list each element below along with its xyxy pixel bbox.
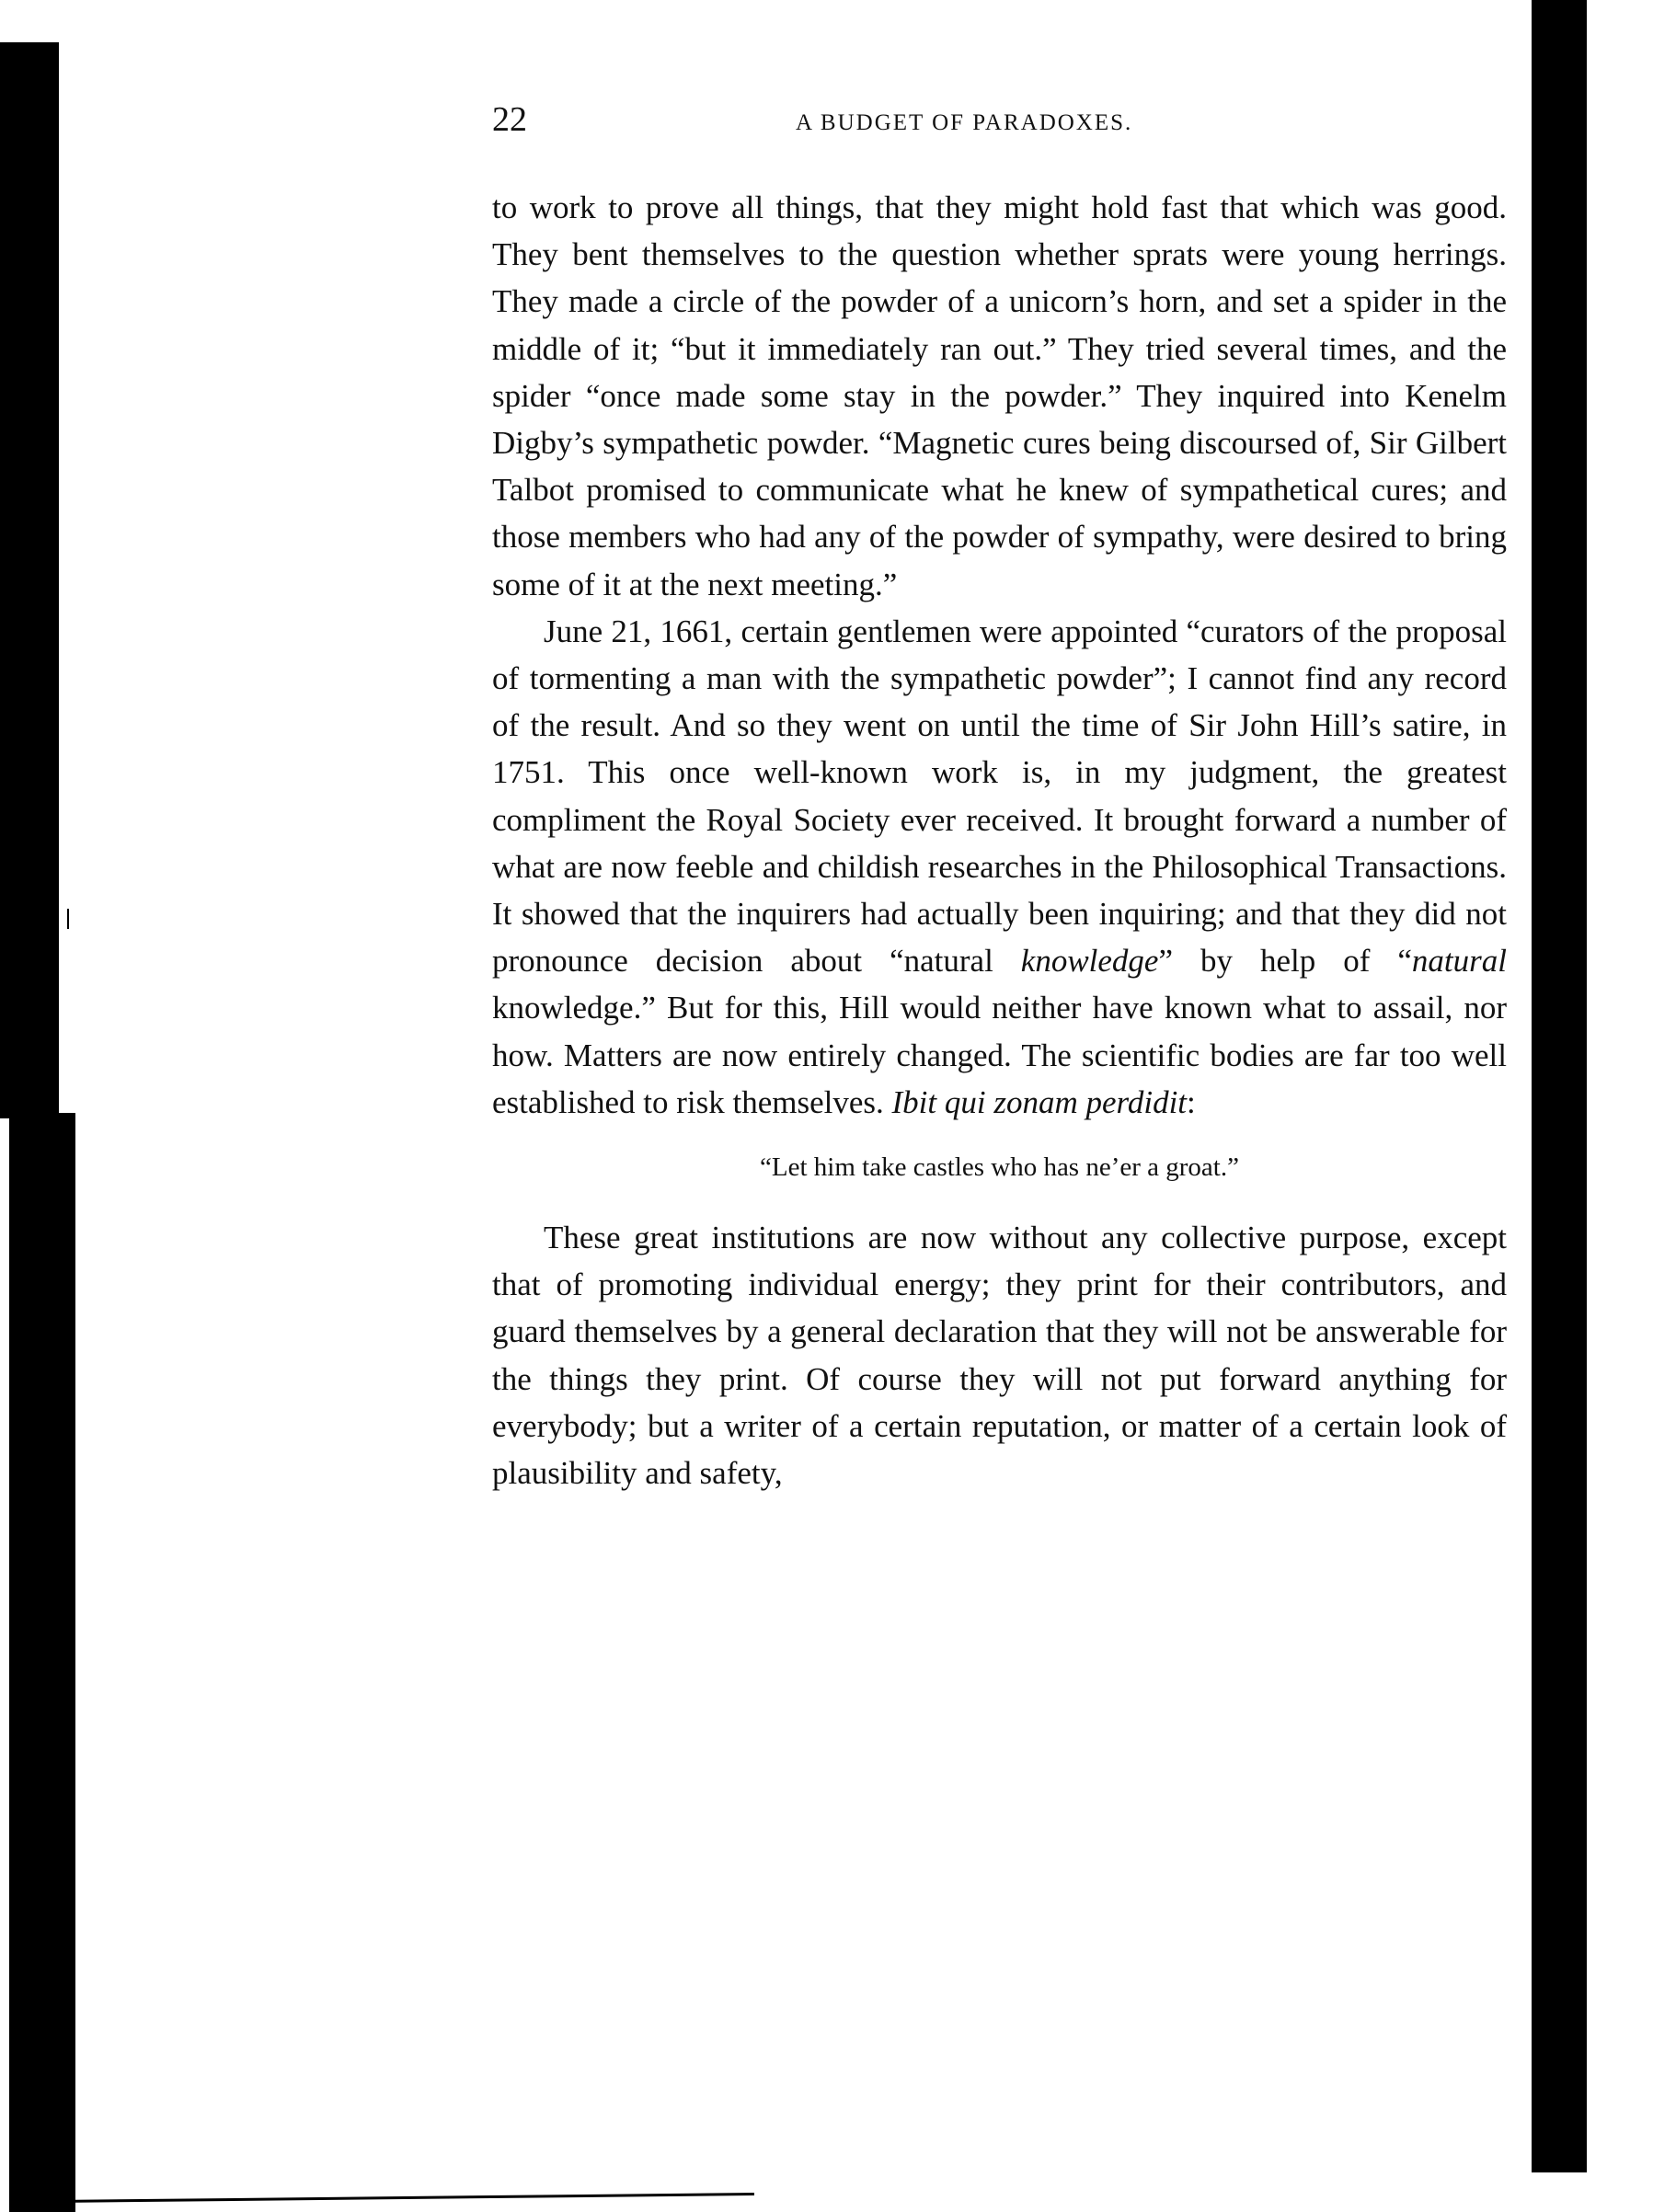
page-number: 22 [492,100,527,139]
italic-text: Ibit qui zonam perdidit [891,1083,1188,1120]
block-quote: “Let him take castles who has ne’er a groat.” [760,1152,1239,1183]
stray-mark [67,909,69,929]
italic-text: natural [1411,943,1507,980]
paragraph-text: knowledge.” But for this, Hill would neither have known what to assail, nor how. Matters are now entirely changed. The scientific bodies are far too well established to risk themselves. [492,990,1507,1120]
paragraph-text: These great institutions are now without any collective purpose, except that of promoting individual energy; they print for their contributors, and guard themselves by a general declaration that they will not be answerable for the things they print. Of course they will not put forward anything for everybody; but a writer of a certain reputation, or matter of a certain look of plausibility and safety, [492,1220,1507,1492]
paragraph-text: June 21, 1661, certain gentlemen were appointed “curators of the proposal of tormenting a man with the sympathetic powder”; I cannot find any record of the result. And so they went on until the time of Sir John Hill’s satire, in 1751. This once well-known work is, in my judgment, the greatest compliment the Royal Society ever received. It brought forward a number of what are now feeble and childish researches in the Philosophical Transactions. It showed that the inquirers had actually been inquiring; and that they did not pronounce decision about “natural [492,613,1507,980]
paragraph-text: ” by help of “ [1158,943,1412,980]
paragraph-text: : [1187,1083,1196,1120]
page-body [492,184,1507,1496]
right-scan-edge [1532,0,1587,2172]
paragraph-3 [492,1214,1507,1496]
italic-text: knowledge [1020,943,1159,980]
paragraph-2 [492,608,1507,1126]
page-header [492,99,1507,151]
left-scan-edge-top [0,42,59,1118]
left-scan-edge-bottom [9,1113,75,2212]
paragraph-1 [492,184,1507,608]
bottom-edge-line [55,2193,754,2203]
running-title: A BUDGET OF PARADOXES. [796,110,1133,135]
paragraph-text: to work to prove all things, that they might hold fast that which was good. They bent themselves to the question whether sprats were young herrings. They made a circle of the powder of a unicorn’s horn, and set a spider in the middle of it; “but it immediately ran out.” They tried several times, and the spider “once made some stay in the powder.” They inquired into Kenelm Digby’s sympathetic powder. “Magnetic cures being discoursed of, Sir Gilbert Talbot promised to communicate what he knew of sympathetical cures; and those members who had any of the powder of sympathy, were desired to bring some of it at the next meeting.” [492,189,1507,602]
